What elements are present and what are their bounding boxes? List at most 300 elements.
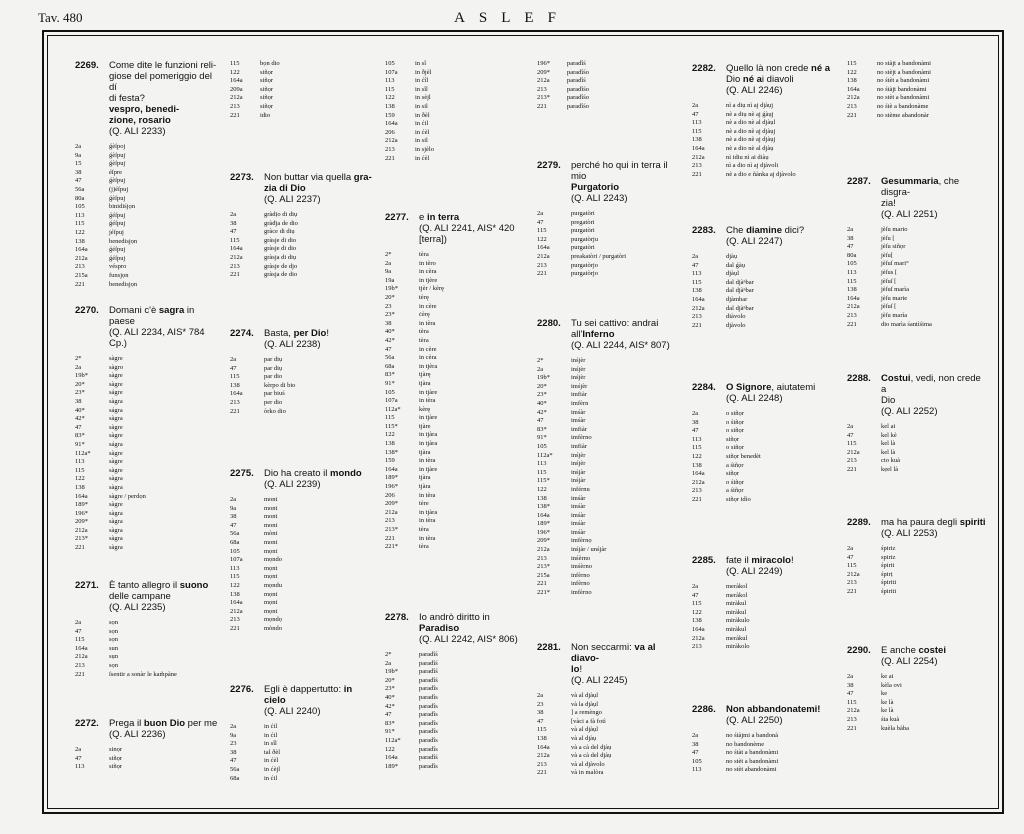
locality-code: 213 [537, 261, 547, 269]
response-row [385, 285, 525, 294]
dialect-form: dal djàⁿbar [726, 278, 754, 286]
locality-code: 213 [75, 263, 85, 271]
question-line: Non buttar via quella gra- [264, 172, 372, 183]
locality-code: 38 [692, 740, 699, 748]
source-reference: (Q. ALI 2235) [109, 602, 166, 613]
response-row [692, 253, 837, 262]
entry-2286 [692, 704, 837, 775]
question-text [726, 63, 837, 85]
response-row [385, 449, 525, 458]
locality-code: 113 [692, 119, 702, 127]
locality-code: 15 [75, 160, 82, 168]
response-row [75, 255, 220, 264]
response-row [385, 440, 525, 449]
dialect-form: siñọr [260, 77, 273, 85]
entry-2282 [692, 63, 837, 179]
locality-code: 47 [692, 110, 699, 118]
response-row [385, 737, 525, 746]
locality-code: 113 [537, 460, 547, 468]
dialect-form: meràkol [726, 583, 748, 590]
dialect-form: tèra [419, 336, 429, 344]
locality-code: 213 [847, 579, 857, 587]
dialect-form: o śiñọr [726, 418, 744, 426]
locality-code: 113 [75, 211, 85, 219]
entry-2270 [75, 305, 220, 553]
dialect-form: inśjèr [571, 451, 586, 459]
locality-code: 113 [75, 763, 85, 771]
entry-number: 2270. [75, 305, 99, 316]
locality-code: 115 [75, 220, 85, 228]
locality-code: 115 [537, 726, 547, 734]
locality-code: 212a [75, 526, 88, 534]
entry-2287 [847, 176, 987, 329]
dialect-form: imśèrno [571, 563, 592, 571]
question-line: Domani c'è sagra in paese [109, 305, 195, 327]
locality-code: 122 [847, 68, 857, 76]
response-row [537, 555, 682, 564]
locality-code: 23 [385, 302, 392, 310]
dialect-form: benedisjọn [109, 280, 138, 288]
response-row [692, 635, 837, 644]
dialect-form: pregatòri [571, 218, 595, 226]
locality-code: 212a [537, 252, 550, 260]
response-row [385, 651, 525, 660]
locality-code: 42* [75, 415, 85, 423]
locality-code: 213 [537, 554, 547, 562]
response-row [537, 383, 682, 392]
locality-code: 221 [847, 465, 857, 473]
locality-code: 47 [847, 690, 854, 698]
dialect-form: benedisjọn [109, 237, 138, 245]
response-list [537, 210, 682, 279]
dialect-form: sọn [109, 636, 119, 644]
response-row [847, 571, 987, 580]
response-row [385, 397, 525, 406]
dialect-form: sàgra [109, 544, 123, 552]
dialect-form: kèrę [419, 405, 431, 413]
locality-code: 91* [385, 379, 395, 387]
locality-code: 122 [230, 581, 240, 589]
locality-code: 38 [230, 513, 237, 521]
response-row [385, 492, 525, 501]
locality-code: 47 [847, 243, 854, 251]
response-row [537, 219, 682, 228]
dialect-form: và al djàvolo [571, 760, 605, 768]
response-row [75, 544, 220, 553]
dialect-form: mont [264, 504, 278, 512]
entry-2269 [75, 60, 220, 289]
dialect-form: mọnt [264, 564, 278, 572]
source-reference: (Q. ALI 2238) [264, 339, 321, 350]
locality-code: 212a [537, 546, 550, 554]
source-reference: (Q. ALI 2246) [726, 85, 783, 96]
response-row [385, 303, 525, 312]
locality-code: 105 [385, 388, 395, 396]
locality-code: 91* [537, 434, 547, 442]
dialect-form: kel ai [881, 423, 896, 430]
response-row [385, 146, 525, 155]
dialect-form: ke ai [881, 673, 894, 680]
dialect-form: gràsja de dio [264, 271, 298, 279]
response-row [385, 294, 525, 303]
response-row [847, 432, 987, 441]
response-row [385, 535, 525, 544]
dialect-form: in sjèlo [415, 145, 434, 153]
locality-code: 115 [847, 698, 857, 706]
entry-number: 2285. [692, 555, 716, 566]
question-text [264, 468, 375, 479]
response-row [75, 441, 220, 450]
question-line: Dio né ai diavoli [726, 74, 794, 85]
entry-number: 2271. [75, 580, 99, 591]
response-row [230, 390, 375, 399]
dialect-form: sọn [109, 661, 119, 669]
response-row [385, 677, 525, 686]
locality-code: 115 [385, 414, 395, 422]
response-row [75, 220, 220, 229]
question-text [419, 612, 525, 634]
response-row [385, 112, 525, 121]
response-row [385, 354, 525, 363]
dialect-form: o siñọr [726, 410, 744, 417]
entry-number: 2282. [692, 63, 716, 74]
dialect-form: diàvolo [726, 313, 746, 321]
response-row [847, 466, 987, 475]
locality-code: 213 [692, 162, 702, 170]
response-row [230, 220, 375, 229]
dialect-form: paradîś [567, 77, 586, 85]
dialect-form: và a cà del djàụ [571, 752, 612, 760]
dialect-form: dal djàⁿbar [726, 304, 754, 312]
question-text [571, 160, 682, 193]
locality-code: 213 [230, 616, 240, 624]
dialect-form: paradîs [419, 685, 438, 693]
entry-number: 2290. [847, 645, 871, 656]
response-row [692, 102, 837, 111]
dialect-form: sinọr [109, 746, 122, 753]
locality-code: 23 [537, 700, 544, 708]
question-line: di festa? [109, 93, 145, 104]
response-row [385, 543, 525, 552]
locality-code: 196* [385, 483, 398, 491]
locality-code: 47 [692, 749, 699, 757]
locality-code: 115 [385, 85, 395, 93]
locality-code: 42* [385, 702, 395, 710]
dialect-form: par biuś [264, 390, 285, 398]
response-row [385, 268, 525, 277]
dialect-form: và la djàụl [571, 700, 599, 708]
response-row [75, 501, 220, 510]
response-row [537, 477, 682, 486]
locality-code: 159 [385, 111, 395, 119]
response-row [75, 195, 220, 204]
dialect-form: no śtàjt bandonàmi [877, 85, 927, 93]
response-row [75, 746, 220, 755]
source-reference: (Q. ALI 2233) [109, 126, 166, 137]
response-row [692, 609, 837, 618]
locality-code: 138 [75, 483, 85, 491]
dialect-form: mọnt [264, 599, 278, 607]
question-text [264, 172, 375, 194]
dialect-form: bọn dio [260, 60, 280, 67]
dialect-form: inśèrno [571, 554, 591, 562]
locality-code: 2a [692, 732, 699, 739]
response-list [847, 673, 987, 733]
dialect-form: ǵéſpuj [109, 220, 126, 228]
dialect-form: jèſu[ [881, 251, 893, 259]
locality-code: 23* [385, 685, 395, 693]
response-row [230, 399, 375, 408]
source-reference: (Q. ALI 2252) [881, 406, 938, 417]
locality-code: 213 [537, 85, 547, 93]
response-row [75, 763, 220, 772]
locality-code: 138 [537, 494, 547, 502]
locality-code: 38 [847, 681, 854, 689]
locality-code: 212a [847, 707, 860, 715]
locality-code: 212a [847, 94, 860, 102]
dialect-form: mònt [264, 530, 278, 538]
response-row [692, 592, 837, 601]
dialect-form: tjàre [419, 422, 431, 430]
locality-code: 115 [847, 562, 857, 570]
response-row [692, 322, 837, 331]
response-row [692, 600, 837, 609]
locality-code: 47 [537, 417, 544, 425]
response-row [385, 685, 525, 694]
response-row [847, 449, 987, 458]
response-row [230, 211, 375, 220]
dialect-form: inśjàr [571, 468, 586, 476]
locality-code: 212a [847, 570, 860, 578]
response-row [385, 69, 525, 78]
dialect-form: ságra [109, 440, 123, 448]
dialect-form: in ćèjl [264, 765, 281, 773]
locality-code: 83* [385, 371, 395, 379]
response-row [75, 143, 220, 152]
dialect-form: jèſu mario [881, 226, 908, 233]
response-row [692, 444, 837, 453]
dialect-form: nì a dio nì aj djàvoli [726, 162, 779, 170]
entry-number: 2275. [230, 468, 254, 479]
dialect-form: o siñọr [726, 427, 744, 435]
response-row [847, 312, 987, 321]
entry-continuation [230, 60, 375, 120]
question-line: Non abbandonatemi! [726, 704, 821, 715]
dialect-form: no bandonème [726, 740, 765, 748]
dialect-form: in sî [415, 60, 427, 67]
dialect-form: gràđja de dio [264, 219, 298, 227]
response-row [75, 281, 220, 290]
locality-code: 164a [385, 120, 398, 128]
dialect-form: sụn [109, 653, 119, 661]
response-row [847, 286, 987, 295]
dialect-form: sàgre [109, 466, 123, 474]
dialect-form: paradîś [419, 659, 438, 667]
response-row [385, 423, 525, 432]
question-line: È tanto allegro il suono [109, 580, 209, 591]
locality-code: 209* [537, 68, 550, 76]
response-row [537, 409, 682, 418]
response-row [230, 228, 375, 237]
response-row [847, 588, 987, 597]
dialect-form: no stàjt a bandonàmi [877, 60, 931, 67]
response-row [385, 754, 525, 763]
response-row [537, 572, 682, 581]
dialect-form: sàgra [109, 518, 123, 526]
response-row [692, 410, 837, 419]
response-row [692, 766, 837, 775]
response-row [230, 732, 375, 741]
dialect-form: mont [264, 538, 278, 546]
response-row [230, 556, 375, 565]
response-row [385, 703, 525, 712]
dialect-form: no stèt a bandonàmi [726, 757, 779, 765]
locality-code: 164a [230, 390, 243, 398]
response-row [230, 757, 375, 766]
source-reference: (Q. ALI 2251) [881, 209, 938, 220]
source-reference: (Q. ALI 2253) [881, 528, 938, 539]
locality-code: 42* [385, 336, 395, 344]
dialect-form: ] a remèngo [571, 709, 603, 717]
locality-code: 221 [385, 154, 395, 162]
locality-code: 164a [230, 77, 243, 85]
response-row [537, 761, 682, 770]
response-row [230, 254, 375, 263]
column-5 [692, 40, 837, 800]
response-row [230, 573, 375, 582]
response-list [75, 355, 220, 553]
dialect-form: sàgra [109, 509, 123, 517]
response-list [847, 60, 987, 120]
dialect-form: sàgra [109, 535, 123, 543]
locality-code: 105 [847, 260, 857, 268]
source-reference: (Q. ALI 2254) [881, 656, 938, 667]
response-list [692, 102, 837, 179]
dialect-form: jèſu [ [881, 234, 895, 242]
response-row [847, 545, 987, 554]
source-reference: (Q. ALI 2249) [726, 566, 783, 577]
response-row [537, 486, 682, 495]
response-row [75, 450, 220, 459]
locality-code: 68a [230, 538, 240, 546]
entry-continuation [847, 60, 987, 120]
response-row [385, 371, 525, 380]
locality-code: 138 [75, 237, 85, 245]
response-row [537, 563, 682, 572]
response-row [230, 608, 375, 617]
locality-code: 164a [385, 465, 398, 473]
locality-code: 2a [847, 673, 854, 680]
dialect-form: sàgre [109, 380, 123, 388]
source-reference: (Q. ALI 2239) [264, 479, 321, 490]
response-row [230, 565, 375, 574]
response-list [537, 357, 682, 598]
source-reference: (Q. ALI 2242, AIS* 806) [419, 634, 518, 645]
response-row [230, 245, 375, 254]
locality-code: 138 [847, 286, 857, 294]
locality-code: 107a [385, 397, 398, 405]
dialect-form: paradîs [419, 693, 438, 701]
response-row [385, 251, 525, 260]
locality-code: 115 [230, 573, 240, 581]
response-row [385, 406, 525, 415]
dialect-form: in cère [419, 302, 437, 310]
column-3 [385, 40, 525, 800]
question-text [726, 382, 837, 393]
response-row [75, 169, 220, 178]
response-row [75, 177, 220, 186]
dialect-form: imśàr [571, 494, 586, 502]
question-line: zione, rosario [109, 115, 171, 126]
question-line: e in terra [419, 212, 460, 223]
response-row [692, 732, 837, 741]
locality-code: 115 [230, 60, 240, 67]
locality-code: 138 [692, 136, 702, 144]
locality-code: 115 [847, 277, 857, 285]
response-row [847, 269, 987, 278]
response-list [75, 619, 220, 679]
dialect-form: jéſpuj [109, 228, 124, 236]
locality-code: 9a [230, 504, 237, 512]
entry-number: 2280. [537, 318, 561, 329]
dialect-form: par dio [264, 373, 283, 381]
entry-number: 2287. [847, 176, 871, 187]
entry-number: 2269. [75, 60, 99, 71]
locality-code: 221* [385, 543, 398, 551]
dialect-form: paradîs [419, 711, 438, 719]
dialect-form: imśàr [571, 511, 586, 519]
locality-code: 115 [847, 60, 857, 67]
dialect-form: nè a dio nè al djàụl [726, 119, 776, 127]
response-row [230, 775, 375, 784]
response-list [385, 251, 525, 552]
response-row [537, 546, 682, 555]
dialect-form: funsjọn [109, 271, 129, 279]
response-row [692, 419, 837, 428]
response-row [385, 103, 525, 112]
response-list [230, 211, 375, 280]
response-row [692, 487, 837, 496]
response-row [385, 500, 525, 509]
response-row [385, 94, 525, 103]
dialect-form: imfèrno [571, 434, 592, 442]
dialect-form: kèla ovi [881, 681, 902, 689]
response-row [230, 582, 375, 591]
response-list [230, 60, 375, 120]
response-row [75, 272, 220, 281]
response-row [230, 530, 375, 539]
entry-2274 [230, 328, 375, 416]
response-row [537, 103, 682, 112]
locality-code: 47 [75, 177, 82, 185]
locality-code: 209a [230, 85, 243, 93]
locality-code: 212a [692, 634, 705, 642]
dialect-form: tèrę [419, 293, 429, 301]
dialect-form: mọnt [264, 607, 278, 615]
locality-code: 196* [537, 60, 550, 67]
dialect-form: mont [264, 496, 278, 503]
dialect-form: imśjèr [571, 382, 588, 390]
locality-code: 113 [385, 77, 395, 85]
response-row [847, 423, 987, 432]
dialect-form: tjàra [419, 474, 431, 482]
response-row [75, 458, 220, 467]
response-row [385, 320, 525, 329]
dialect-form: par diụ [264, 364, 283, 372]
dialect-form: sàgre [109, 423, 123, 431]
response-row [75, 653, 220, 662]
response-list [385, 60, 525, 163]
